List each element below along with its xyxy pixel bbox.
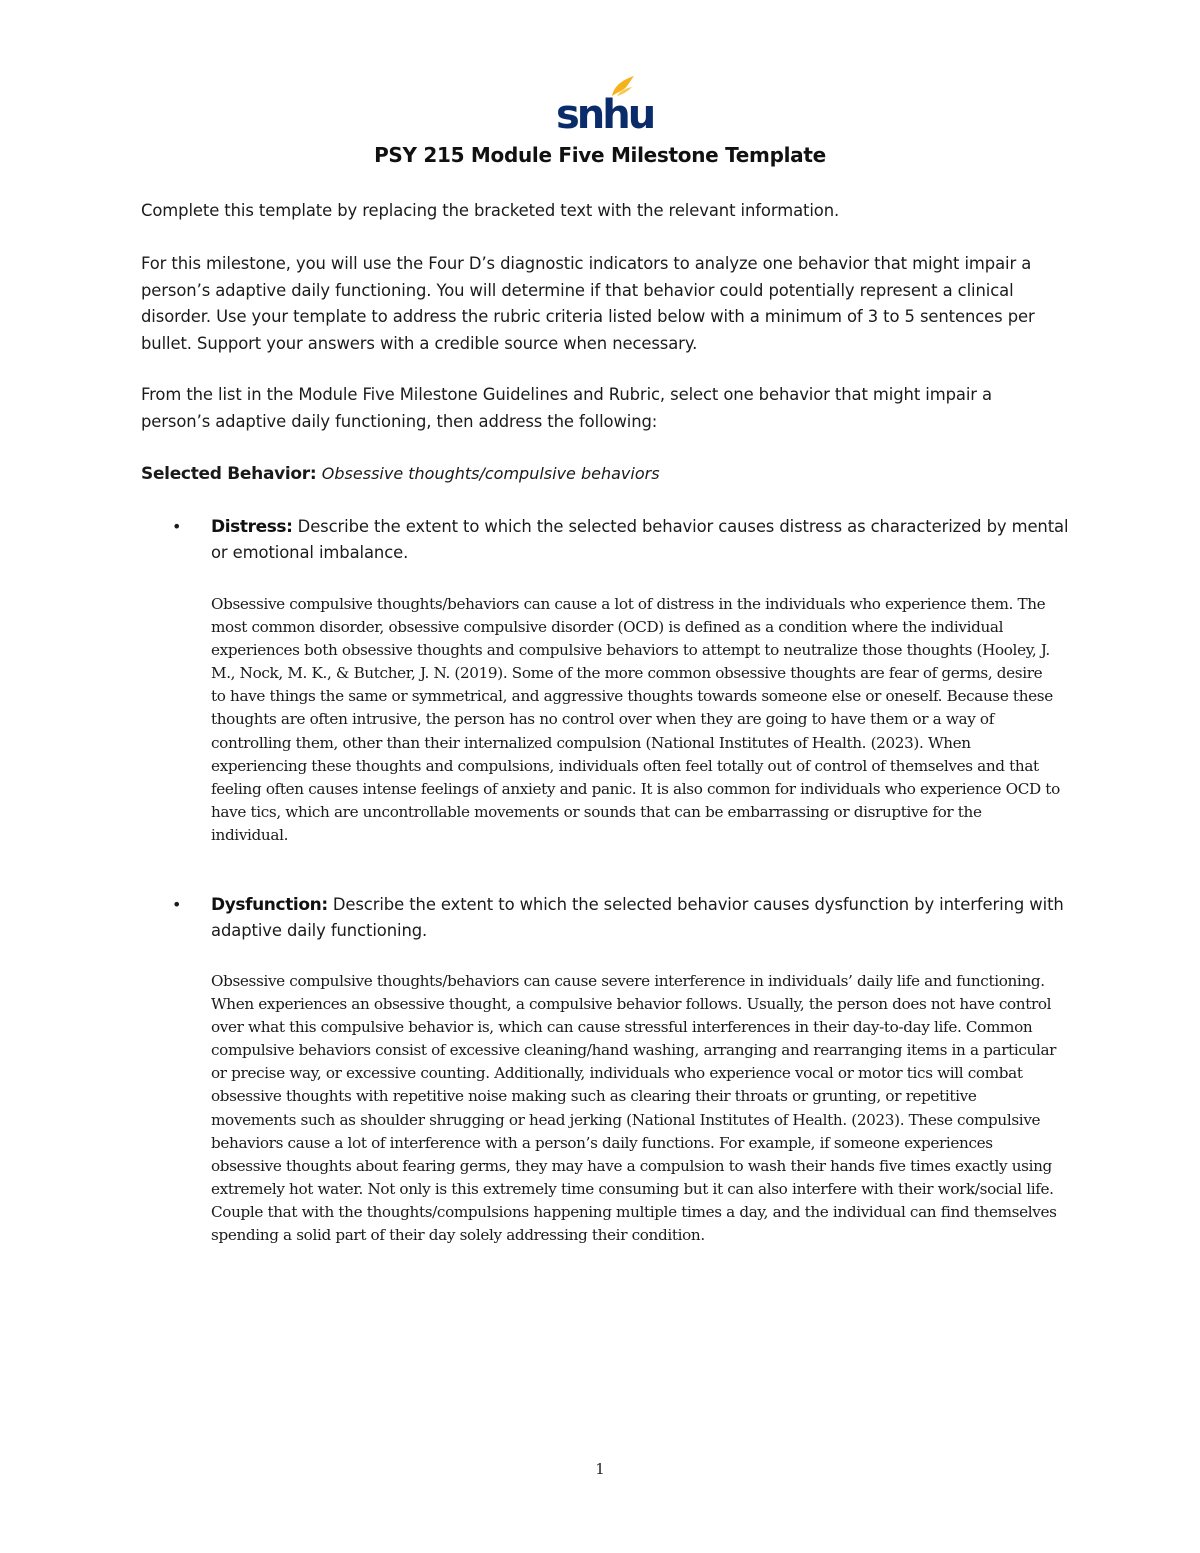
milestone-description: For this milestone, you will use the Four D’s diagnostic indicators to analyze one behavior that might impair a person’s adaptive daily functioning. You will determine if that behavior could potentially represent a clinical disorder. Use your template to address the rubric criteria listed below with a minimum of 3 to 5 sentences per bullet. Support your answers with a credible source when necessary. [141,254,1035,353]
snhu-logo [554,74,654,138]
distress-prompt [211,514,1071,566]
selected-behavior [141,461,660,487]
instruction-text: Complete this template by replacing the bracketed text with the relevant information. [141,201,840,220]
distress-question: Describe the extent to which the selected behavior causes distress as characterized by mental or emotional imbalance. [211,517,1069,562]
page-title: PSY 215 Module Five Milestone Template [374,143,826,167]
distress-label: Distress: [211,517,293,537]
dysfunction-answer: Obsessive compulsive thoughts/behaviors can cause severe interference in individuals’ daily life and functioning. When experiences an obsessive thought, a compulsive behavior follows. Usually, the person does not have control over what this compulsive behavior is, which can cause stressful interferences in their day-to-day life. Common compulsive behaviors consist of excessive cleaning/hand washing, arranging and rearranging items in a particular or precise way, or excessive counting. Additionally, individuals who experience vocal or motor tics will combat obsessive thoughts with repetitive noise making such as clearing their throats or grunting, or repetitive movements such as shoulder shrugging or head jerking (National Institutes of Health. (2023). These compulsive behaviors cause a lot of interference with a person’s daily functions. For example, if someone experiences obsessive thoughts about fearing germs, they may have a compulsion to wash their hands five times exactly using extremely hot water. Not only is this extremely time consuming but it can also interfere with their work/social life. Couple that with the thoughts/compulsions happening multiple times a day, and the individual can find themselves spending a solid part of their day solely addressing their condition. [211,972,1057,1245]
selected-behavior-value: Obsessive thoughts/compulsive behaviors [321,464,660,483]
bullet-icon: • [172,517,182,536]
page-number: 1 [595,1460,605,1478]
selected-behavior-label: Selected Behavior: [141,464,317,484]
dysfunction-question: Describe the extent to which the selected behavior causes dysfunction by interfering with adaptive daily functioning. [211,895,1064,940]
dysfunction-prompt [211,892,1071,944]
distress-answer: Obsessive compulsive thoughts/behaviors can cause a lot of distress in the individuals who experience them. The most common disorder, obsessive compulsive disorder (OCD) is defined as a condition where the individual experiences both obsessive thoughts and compulsive behaviors to attempt to neutralize those thoughts (Hooley, J. M., Nock, M. K., & Butcher, J. N. (2019). Some of the more common obsessive thoughts are fear of germs, desire to have things the same or symmetrical, and aggressive thoughts towards someone else or oneself. Because these thoughts are often intrusive, the person has no control over when they are going to have them or a way of controlling them, other than their internalized compulsion (National Institutes of Health. (2023). When experiencing these thoughts and compulsions, individuals often feel totally out of control of themselves and that feeling often causes intense feelings of anxiety and panic. It is also common for individuals who experience OCD to have tics, which are uncontrollable movements or sounds that can be embarrassing or disruptive for the individual. [211,595,1060,844]
bullet-icon: • [172,895,182,914]
dysfunction-label: Dysfunction: [211,895,328,915]
selection-prompt: From the list in the Module Five Milestone Guidelines and Rubric, select one behavior that might impair a person’s adaptive daily functioning, then address the following: [141,385,992,431]
svg-text:snhu: snhu [556,92,654,138]
